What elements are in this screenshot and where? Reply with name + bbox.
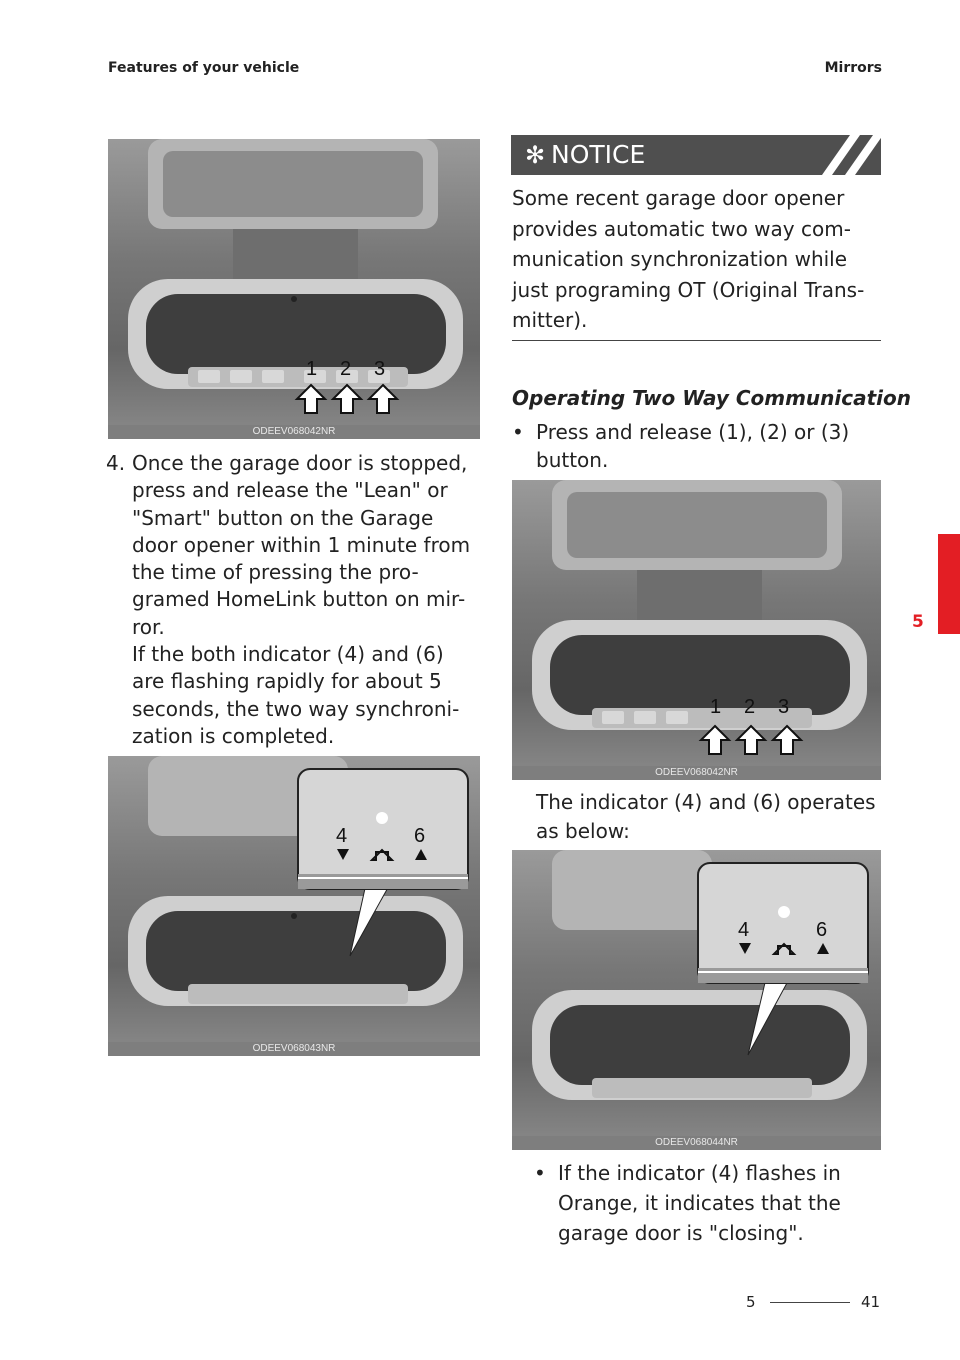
step-line: Once the garage door is stopped, — [132, 451, 468, 475]
bullet-line: Orange, it indicates that the — [558, 1191, 841, 1215]
indicator-line: The indicator (4) and (6) operates — [536, 790, 876, 814]
indicator-text — [536, 788, 881, 846]
label-3: 3 — [778, 696, 790, 718]
bullet-icon: • — [512, 420, 524, 444]
notice-line: Some recent garage door opener — [512, 186, 845, 210]
notice-line: munication synchronization while — [512, 247, 848, 271]
step-number: 4. — [106, 451, 126, 475]
step-4 — [106, 450, 478, 750]
step-line: If the both indicator (4) and (6) — [132, 642, 444, 667]
step-line: seconds, the two way synchroni- — [132, 696, 460, 721]
label-2: 2 — [340, 358, 352, 380]
header-topic-title: Mirrors — [824, 60, 882, 76]
figure-mirror-buttons-2 — [512, 480, 881, 780]
label-1: 1 — [306, 358, 318, 380]
step-line: gramed HomeLink button on mir- — [132, 587, 466, 612]
step-line: door opener within 1 minute from — [132, 532, 471, 557]
section-title: Operating Two Way Communication — [512, 386, 912, 410]
bullet-press-release — [512, 418, 881, 474]
label-6: 6 — [414, 825, 426, 847]
notice-line: just programing OT (Original Trans- — [512, 277, 865, 302]
notice-banner — [511, 135, 881, 175]
chapter-number: 5 — [912, 612, 924, 632]
header-section-title: Features of your vehicle — [108, 60, 300, 76]
figure-code: ODEEV068044NR — [512, 1136, 881, 1150]
footer-chapter: 5 — [746, 1293, 756, 1311]
step-line: are flashing rapidly for about 5 — [132, 669, 442, 694]
step-line: press and release the "Lean" or — [132, 478, 448, 503]
label-6: 6 — [816, 919, 828, 941]
chapter-tab — [938, 534, 960, 634]
mirror-indicator-illustration — [108, 756, 480, 1056]
mirror-illustration — [512, 480, 881, 780]
figure-mirror-indicators — [108, 756, 480, 1056]
figure-mirror-buttons — [108, 139, 480, 439]
footer-page-number: 41 — [861, 1293, 881, 1311]
figure-code: ODEEV068043NR — [108, 1042, 480, 1056]
notice-title: NOTICE — [551, 140, 646, 169]
figure-code: ODEEV068042NR — [108, 425, 480, 439]
label-4: 4 — [738, 919, 750, 941]
notice-line: mitter). — [512, 308, 588, 332]
indicator-line: as below: — [536, 819, 630, 843]
step-line: the time of pressing the pro- — [132, 560, 419, 585]
bullet-indicator-orange — [534, 1158, 881, 1248]
label-2: 2 — [744, 696, 756, 718]
notice-text — [512, 183, 880, 336]
bullet-icon: • — [534, 1161, 546, 1185]
step-line: zation is completed. — [132, 723, 335, 748]
bullet-line: garage door is "closing". — [558, 1221, 804, 1245]
notice-divider — [512, 340, 881, 341]
step-line: ror. — [132, 614, 165, 639]
bullet-line: button. — [536, 448, 609, 472]
label-4: 4 — [336, 825, 348, 847]
footer-divider — [770, 1302, 850, 1303]
figure-indicator-zoom — [512, 850, 881, 1150]
notice-icon: ✻ — [525, 141, 546, 169]
step-line: "Smart" button on the Garage — [132, 505, 434, 530]
label-3: 3 — [374, 358, 386, 380]
bullet-line: If the indicator (4) flashes in — [558, 1161, 841, 1185]
figure-code: ODEEV068042NR — [512, 766, 881, 780]
mirror-illustration — [108, 139, 480, 439]
mirror-indicator-illustration — [512, 850, 881, 1150]
label-1: 1 — [710, 696, 722, 718]
bullet-line: Press and release (1), (2) or (3) — [536, 420, 850, 444]
notice-line: provides automatic two way com- — [512, 216, 851, 241]
